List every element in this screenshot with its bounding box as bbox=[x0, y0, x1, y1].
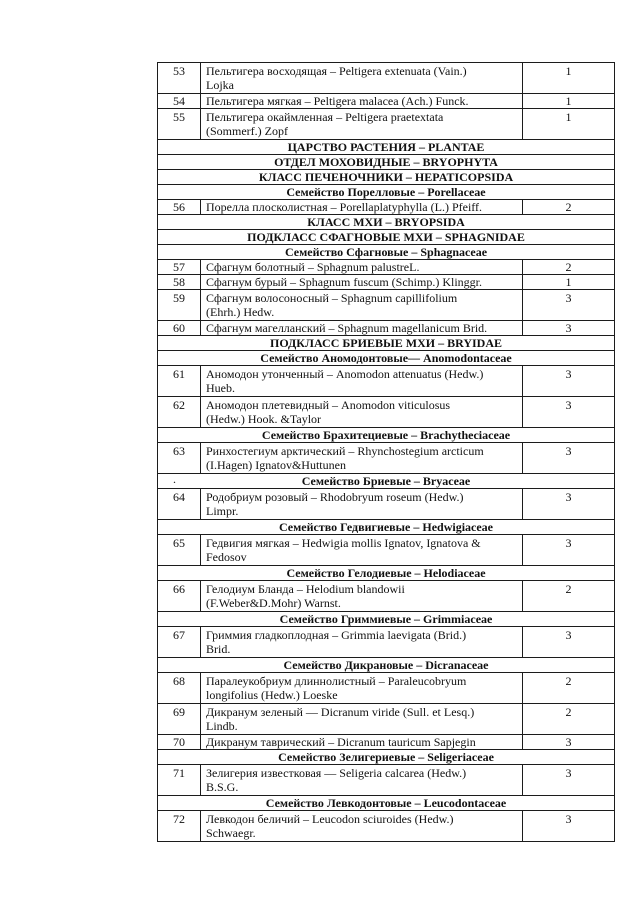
family-title: Семейство Аномодонтовые— Anomodontaceae bbox=[260, 351, 512, 365]
count-cell: 2 bbox=[523, 581, 615, 612]
table-row bbox=[158, 673, 615, 704]
section-header-cell bbox=[158, 336, 615, 351]
table-row bbox=[158, 811, 615, 842]
family-cell bbox=[158, 351, 615, 366]
family-row bbox=[158, 612, 615, 627]
section-header-cell bbox=[158, 140, 615, 155]
family-row bbox=[158, 351, 615, 366]
row-number-mark: . bbox=[173, 473, 176, 486]
species-name-line: Гриммия гладкоплодная – Grimmia laevigata (Brid.) bbox=[206, 628, 467, 642]
section-title: КЛАСС ПЕЧЕНОЧНИКИ – HEPATICOPSIDA bbox=[258, 170, 514, 184]
row-number: 64 bbox=[158, 489, 201, 520]
table-row bbox=[158, 200, 615, 215]
family-title: Семейство Гелодиевые – Helodiaceae bbox=[286, 566, 486, 580]
table-row bbox=[158, 109, 615, 140]
species-name-line: (F.Weber&D.Mohr) Warnst. bbox=[206, 596, 341, 610]
species-name-line: (Sommerf.) Zopf bbox=[206, 124, 288, 138]
row-number: 67 bbox=[158, 627, 201, 658]
count-cell: 3 bbox=[523, 811, 615, 842]
family-row bbox=[158, 566, 615, 581]
species-name-line: Schwaegr. bbox=[206, 826, 256, 840]
species-name bbox=[201, 811, 523, 842]
species-table-body bbox=[158, 63, 615, 842]
table-row bbox=[158, 63, 615, 94]
species-name-line: Пельтигера окаймленная – Peltigera praetextata bbox=[206, 110, 444, 124]
row-number: 56 bbox=[158, 200, 201, 215]
count-cell: 1 bbox=[523, 94, 615, 109]
section-title: КЛАСС МХИ – BRYOPSIDA bbox=[307, 215, 465, 229]
section-header-cell bbox=[158, 155, 615, 170]
species-name-line: Родобриум розовый – Rhodobryum roseum (Hedw.) bbox=[206, 490, 464, 504]
count-cell: 3 bbox=[523, 765, 615, 796]
section-title: ПОДКЛАСС СФАГНОВЫЕ МХИ – SPHAGNIDAE bbox=[247, 230, 525, 244]
count-cell: 3 bbox=[523, 366, 615, 397]
species-name-line: (Hedw.) Hook. &Taylor bbox=[206, 412, 322, 426]
species-name-line: Порелла плосколистная – Porellaplatyphylla (L.) Pfeiff. bbox=[206, 200, 483, 214]
species-name bbox=[201, 627, 523, 658]
table-row bbox=[158, 397, 615, 428]
species-name-line: Гелодиум Бланда – Helodium blandowii bbox=[206, 582, 405, 596]
row-number: 66 bbox=[158, 581, 201, 612]
family-cell bbox=[158, 796, 615, 811]
table-row bbox=[158, 443, 615, 474]
section-header-row bbox=[158, 170, 615, 185]
family-row bbox=[158, 796, 615, 811]
species-name bbox=[201, 489, 523, 520]
count-cell: 1 bbox=[523, 63, 615, 94]
species-name bbox=[201, 321, 523, 336]
species-name bbox=[201, 535, 523, 566]
family-cell bbox=[158, 245, 615, 260]
species-name bbox=[201, 63, 523, 94]
section-header-row bbox=[158, 215, 615, 230]
count-cell: 1 bbox=[523, 109, 615, 140]
species-name-line: Сфагнум болотный – Sphagnum palustreL. bbox=[206, 260, 420, 274]
species-name-line: Сфагнум бурый – Sphagnum fuscum (Schimp.) Klinggr. bbox=[206, 275, 483, 289]
species-name bbox=[201, 443, 523, 474]
species-name bbox=[201, 290, 523, 321]
row-number: 60 bbox=[158, 321, 201, 336]
species-name bbox=[201, 735, 523, 750]
row-number: 62 bbox=[158, 397, 201, 428]
species-name bbox=[201, 397, 523, 428]
species-name-line: Дикранум зеленый — Dicranum viride (Sull. et Lesq.) bbox=[206, 705, 475, 719]
species-name-line: Гедвигия мягкая – Hedwigia mollis Ignatov, Ignatova & bbox=[206, 536, 481, 550]
count-cell: 3 bbox=[523, 489, 615, 520]
table-row bbox=[158, 366, 615, 397]
family-cell bbox=[158, 658, 615, 673]
species-name-line: (I.Hagen) Ignatov&Huttunen bbox=[206, 458, 346, 472]
species-name-line: B.S.G. bbox=[206, 780, 239, 794]
species-name bbox=[201, 109, 523, 140]
row-number: 63 bbox=[158, 443, 201, 474]
family-cell bbox=[158, 612, 615, 627]
species-name bbox=[201, 200, 523, 215]
table-row bbox=[158, 765, 615, 796]
section-header-cell bbox=[158, 170, 615, 185]
section-header-row bbox=[158, 230, 615, 245]
family-title: Семейство Зелигериевые – Seligeriaceae bbox=[278, 750, 494, 764]
species-name-line: Пельтигера мягкая – Peltigera malacea (Ach.) Funck. bbox=[206, 94, 469, 108]
family-title: Семейство Гедвигиевые – Hedwigiaceae bbox=[278, 520, 494, 534]
family-title: Семейство Сфагновые – Sphagnaceae bbox=[284, 245, 488, 259]
family-cell bbox=[158, 428, 615, 443]
species-name-line: Дикранум таврический – Dicranum tauricum Sapjegin bbox=[206, 735, 476, 749]
family-title: Семейство Бриевые – Bryaceae bbox=[301, 474, 471, 488]
table-row bbox=[158, 581, 615, 612]
species-name-line: Fedosov bbox=[206, 550, 247, 564]
species-name-line: (Ehrh.) Hedw. bbox=[206, 305, 275, 319]
row-number: 72 bbox=[158, 811, 201, 842]
section-header-cell bbox=[158, 230, 615, 245]
species-name-line: Левкодон беличий – Leucodon sciuroides (Hedw.) bbox=[206, 812, 454, 826]
species-name bbox=[201, 275, 523, 290]
section-header-row bbox=[158, 155, 615, 170]
species-name-line: Lojka bbox=[206, 78, 234, 92]
table-row bbox=[158, 275, 615, 290]
species-name-line: Паралеукобриум длиннолистный – Paraleucobryum bbox=[206, 674, 467, 688]
family-cell bbox=[158, 566, 615, 581]
table-row bbox=[158, 489, 615, 520]
section-title: ПОДКЛАСС БРИЕВЫЕ МХИ – BRYIDAE bbox=[269, 336, 502, 350]
section-header-row bbox=[158, 336, 615, 351]
table-row bbox=[158, 535, 615, 566]
species-name-line: longifolius (Hedw.) Loeske bbox=[206, 688, 338, 702]
count-cell: 1 bbox=[523, 275, 615, 290]
species-name-line: Зелигерия известковая — Seligeria calcarea (Hedw.) bbox=[206, 766, 467, 780]
species-name-line: Сфагнум магелланский – Sphagnum magellanicum Brid. bbox=[206, 321, 488, 335]
species-name-line: Brid. bbox=[206, 642, 231, 656]
family-cell bbox=[158, 750, 615, 765]
family-cell bbox=[158, 185, 615, 200]
species-name bbox=[201, 581, 523, 612]
species-name bbox=[201, 94, 523, 109]
row-number: 54 bbox=[158, 94, 201, 109]
species-name-line: Hueb. bbox=[206, 381, 235, 395]
row-number: 59 bbox=[158, 290, 201, 321]
family-row bbox=[158, 658, 615, 673]
family-title: Семейство Брахитециевые – Brachytheciaceae bbox=[261, 428, 511, 442]
count-cell: 3 bbox=[523, 627, 615, 658]
count-cell: 3 bbox=[523, 443, 615, 474]
species-name-line: Пельтигера восходящая – Peltigera extenuata (Vain.) bbox=[206, 64, 467, 78]
family-title: Семейство Левкодонтовые – Leucodontaceae bbox=[265, 796, 507, 810]
count-cell: 2 bbox=[523, 200, 615, 215]
table-row bbox=[158, 290, 615, 321]
species-name bbox=[201, 673, 523, 704]
family-title: Семейство Порелловые – Porellaceae bbox=[286, 185, 486, 199]
family-cell bbox=[158, 520, 615, 535]
family-title: Семейство Дикрановые – Dicranaceae bbox=[283, 658, 489, 672]
section-title: ЦАРСТВО РАСТЕНИЯ – PLANTAE bbox=[287, 140, 485, 154]
row-number: 70 bbox=[158, 735, 201, 750]
species-name bbox=[201, 260, 523, 275]
family-row bbox=[158, 185, 615, 200]
table-row bbox=[158, 627, 615, 658]
species-list-table bbox=[157, 62, 615, 842]
family-title: Семейство Гриммиевые – Grimmiaceae bbox=[279, 612, 493, 626]
table-row bbox=[158, 321, 615, 336]
family-row bbox=[158, 428, 615, 443]
row-number: 61 bbox=[158, 366, 201, 397]
count-cell: 2 bbox=[523, 704, 615, 735]
species-name-line: Аномодон утонченный – Anomodon attenuatus (Hedw.) bbox=[206, 367, 484, 381]
count-cell: 3 bbox=[523, 321, 615, 336]
row-number: 71 bbox=[158, 765, 201, 796]
table-row bbox=[158, 735, 615, 750]
species-name bbox=[201, 366, 523, 397]
table-row bbox=[158, 260, 615, 275]
species-name bbox=[201, 704, 523, 735]
row-number: 55 bbox=[158, 109, 201, 140]
count-cell: 3 bbox=[523, 535, 615, 566]
count-cell: 2 bbox=[523, 673, 615, 704]
family-cell bbox=[158, 474, 615, 489]
family-row bbox=[158, 474, 615, 489]
species-name-line: Lindb. bbox=[206, 719, 238, 733]
table-row bbox=[158, 94, 615, 109]
row-number: 57 bbox=[158, 260, 201, 275]
family-row bbox=[158, 750, 615, 765]
row-number: 65 bbox=[158, 535, 201, 566]
count-cell: 2 bbox=[523, 260, 615, 275]
table-row bbox=[158, 704, 615, 735]
row-number: 53 bbox=[158, 63, 201, 94]
species-name-line: Ринхостегиум арктический – Rhynchostegium arcticum bbox=[206, 444, 484, 458]
section-title: ОТДЕЛ МОХОВИДНЫЕ – BRYOPHYTA bbox=[274, 155, 498, 169]
family-row bbox=[158, 245, 615, 260]
family-row bbox=[158, 520, 615, 535]
species-name bbox=[201, 765, 523, 796]
row-number: 69 bbox=[158, 704, 201, 735]
row-number: 58 bbox=[158, 275, 201, 290]
count-cell: 3 bbox=[523, 735, 615, 750]
species-name-line: Limpr. bbox=[206, 504, 239, 518]
section-header-cell bbox=[158, 215, 615, 230]
count-cell: 3 bbox=[523, 290, 615, 321]
section-header-row bbox=[158, 140, 615, 155]
species-name-line: Аномодон плетевидный – Anomodon viticulosus bbox=[206, 398, 451, 412]
species-name-line: Сфагнум волосоносный – Sphagnum capillifolium bbox=[206, 291, 458, 305]
row-number: 68 bbox=[158, 673, 201, 704]
count-cell: 3 bbox=[523, 397, 615, 428]
